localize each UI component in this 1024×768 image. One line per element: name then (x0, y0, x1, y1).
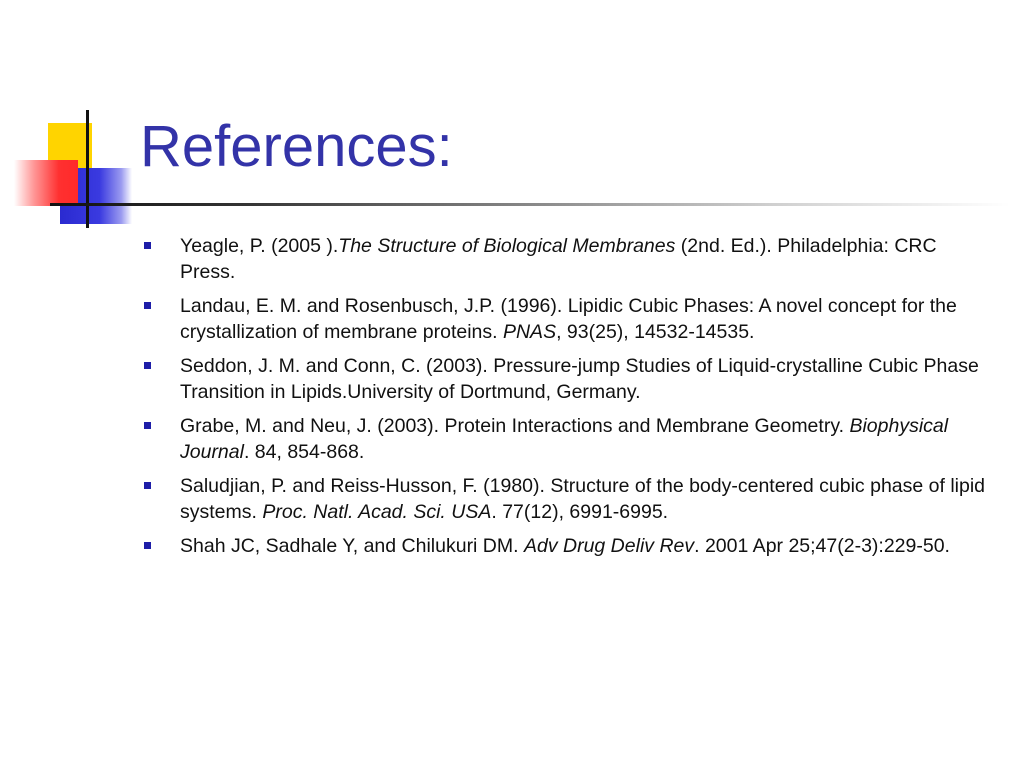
square-bullet-icon (144, 542, 151, 549)
reference-item (142, 473, 992, 525)
slide-title: References: (140, 114, 453, 179)
reference-text: (2nd. Ed.). Philadelphia: CRC Press. (180, 235, 937, 283)
reference-text: . 84, 854-868. (243, 441, 365, 463)
reference-source-title: PNAS (502, 321, 557, 343)
square-bullet-icon (144, 422, 151, 429)
title-underline-rule (50, 203, 1010, 206)
square-bullet-icon (144, 302, 151, 309)
square-bullet-icon (144, 362, 151, 369)
reference-source-title: Proc. Natl. Acad. Sci. USA (262, 501, 492, 523)
reference-source-title: Biophysical Journal (180, 415, 949, 463)
reference-text: Yeagle, P. (2005 ). (180, 235, 339, 257)
reference-item (142, 353, 992, 405)
reference-text: Grabe, M. and Neu, J. (2003). Protein Interactions and Membrane Geometry. (180, 415, 850, 437)
reference-item (142, 533, 992, 559)
reference-text: . 2001 Apr 25;47(2-3):229-50. (694, 535, 950, 557)
reference-item (142, 233, 992, 285)
reference-source-title: The Structure of Biological Membranes (338, 235, 676, 257)
reference-item (142, 413, 992, 465)
reference-text: Seddon, J. M. and Conn, C. (2003). Pressure-jump Studies of Liquid-crystalline Cubic Phase Transition in Lipids.University of Dortmund, Germany. (180, 355, 979, 403)
reference-item (142, 293, 992, 345)
vertical-rule (86, 110, 89, 228)
reference-source-title: Adv Drug Deliv Rev (523, 535, 695, 557)
reference-text: Saludjian, P. and Reiss-Husson, F. (1980). Structure of the body-centered cubic phase of lipid systems. (180, 475, 986, 523)
square-bullet-icon (144, 242, 151, 249)
square-bullet-icon (144, 482, 151, 489)
reference-text: Shah JC, Sadhale Y, and Chilukuri DM. (180, 535, 524, 557)
red-square-decoration (14, 160, 78, 206)
references-list (142, 233, 992, 567)
reference-text: . 77(12), 6991-6995. (491, 501, 669, 523)
reference-text: , 93(25), 14532-14535. (556, 321, 755, 343)
reference-text: Landau, E. M. and Rosenbusch, J.P. (1996). Lipidic Cubic Phases: A novel concept for the crystallization of membrane proteins. (180, 295, 957, 343)
